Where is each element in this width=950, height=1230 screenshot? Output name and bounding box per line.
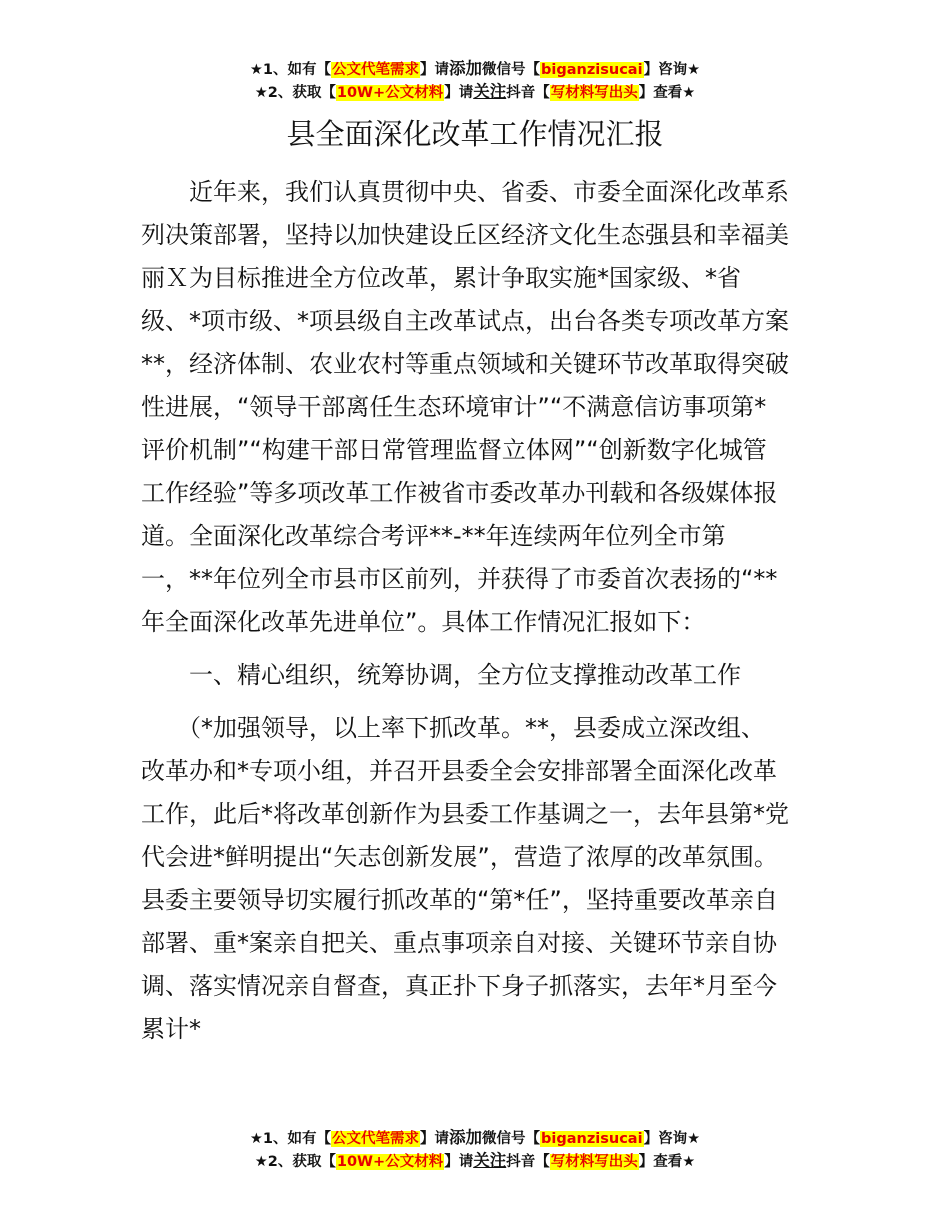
highlight-service: 公文代笔需求 <box>332 62 420 78</box>
body-line: 代会进*鲜明提出“矢志创新发展”，营造了浓厚的改革氛围。 <box>141 843 778 871</box>
highlight-douyin: 写材料写出头 <box>550 1154 638 1170</box>
banner-line-2: ★2、获取【10W+公文材料】请关注抖音【写材料写出头】查看★ <box>254 82 696 101</box>
section-heading: 一、精心组织，统筹协调，全方位支撑推动改革工作 <box>141 661 741 689</box>
highlight-service: 公文代笔需求 <box>332 1131 420 1147</box>
body-line: 评价机制”“构建干部日常管理监督立体网”“创新数字化城管 <box>141 436 767 464</box>
body-line: 县委主要领导切实履行抓改革的“第*任”，坚持重要改革亲自 <box>141 886 778 914</box>
body-line: 级、*项市级、*项县级自主改革试点，出台各类专项改革方案 <box>141 307 789 335</box>
highlight-douyin: 写材料写出头 <box>550 85 638 101</box>
header-banner <box>0 58 950 104</box>
body-line: 改革办和*专项小组，并召开县委全会安排部署全面深化改革 <box>141 757 777 785</box>
banner-line-2: ★2、获取【10W+公文材料】请关注抖音【写材料写出头】查看★ <box>254 1151 696 1170</box>
highlight-materials: 10W+公文材料 <box>336 85 444 101</box>
body-line: **，经济体制、农业农村等重点领域和关键环节改革取得突破 <box>141 350 789 378</box>
body-line: 年全面深化改革先进单位”。具体工作情况汇报如下： <box>141 608 706 636</box>
highlight-wechat-id: biganzisucai <box>541 1131 643 1147</box>
body-line: 工作，此后*将改革创新作为县委工作基调之一，去年县第*党 <box>141 800 789 828</box>
body-line: 近年来，我们认真贯彻中央、省委、市委全面深化改革系 <box>141 178 789 206</box>
body-line: 部署、重*案亲自把关、重点事项亲自对接、关键环节亲自协 <box>141 929 777 957</box>
body-line: （*加强领导，以上率下抓改革。**，县委成立深改组、 <box>141 714 765 742</box>
body-line: 道。全面深化改革综合考评**-**年连续两年位列全市第 <box>141 522 726 550</box>
highlight-wechat-id: biganzisucai <box>541 62 643 78</box>
body-line: 累计* <box>141 1015 201 1043</box>
highlight-materials: 10W+公文材料 <box>336 1154 444 1170</box>
body-line: 调、落实情况亲自督查，真正扑下身子抓落实，去年*月至今 <box>141 972 777 1000</box>
banner-line-1: ★1、如有【公文代笔需求】请添加微信号【biganzisucai】咨询★ <box>249 59 701 78</box>
footer-banner <box>0 1127 950 1173</box>
body-line: 性进展，“领导干部离任生态环境审计”“不满意信访事项第* <box>141 393 767 421</box>
document-body <box>141 171 811 1051</box>
document-title: 县全面深化改革工作情况汇报 <box>286 117 664 151</box>
body-line: 列决策部署，坚持以加快建设丘区经济文化生态强县和幸福美 <box>141 221 789 249</box>
body-line: 工作经验”等多项改革工作被省市委改革办刊载和各级媒体报 <box>141 479 778 507</box>
body-line: 丽Ｘ为目标推进全方位改革，累计争取实施*国家级、*省 <box>141 264 741 292</box>
banner-line-1: ★1、如有【公文代笔需求】请添加微信号【biganzisucai】咨询★ <box>249 1128 701 1147</box>
body-line: 一，**年位列全市县市区前列，并获得了市委首次表扬的“** <box>141 565 778 593</box>
